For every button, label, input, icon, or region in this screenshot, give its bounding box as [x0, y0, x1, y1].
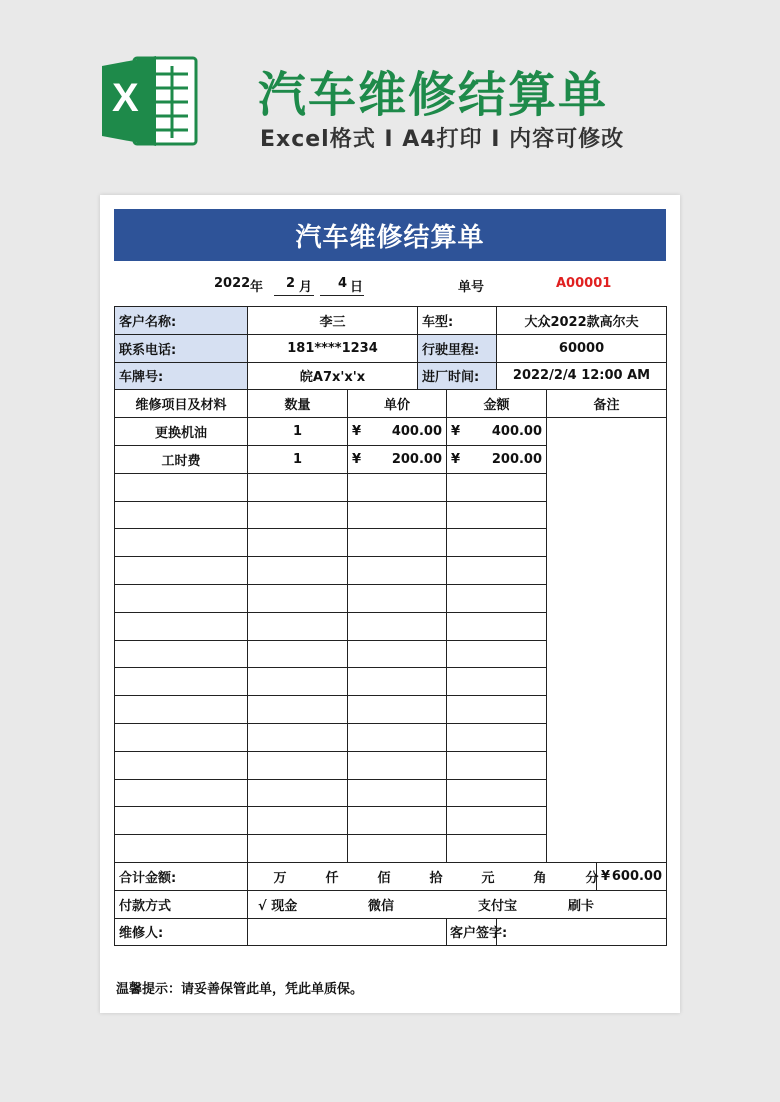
car-model-label: 车型: [418, 307, 497, 335]
remark-cell[interactable] [547, 418, 667, 863]
payment-option-cash[interactable]: √ 现金 [258, 898, 298, 914]
header-amount: 金额 [447, 390, 547, 418]
item-name[interactable]: 更换机油 [115, 418, 248, 446]
date-month: 2 [286, 276, 296, 291]
entry-time-label: 进厂时间: [418, 362, 497, 390]
total-units [248, 862, 597, 890]
total-row [115, 862, 667, 890]
header-item: 维修项目及材料 [115, 390, 248, 418]
excel-logo-letter: X [112, 76, 139, 120]
unit-shi: 拾 [429, 870, 443, 886]
document-title: 汽车维修结算单 [114, 209, 666, 261]
unit-jiao: 角 [533, 870, 547, 886]
date-year-unit: 年 [250, 280, 264, 295]
plate-label: 车牌号: [115, 362, 248, 390]
currency-symbol: ¥ [352, 424, 362, 440]
date-day: 4 [338, 276, 348, 291]
payment-option-wechat[interactable]: 微信 [368, 898, 395, 914]
currency-symbol: ¥ [451, 451, 461, 467]
entry-time-value[interactable]: 2022/2/4 12:00 AM [497, 362, 667, 390]
banner-subtitle: Excel格式 I A4打印 I 内容可修改 [260, 127, 625, 152]
header-qty: 数量 [248, 390, 348, 418]
date-row [114, 270, 666, 298]
item-amount[interactable]: ¥ 200.00 [447, 445, 547, 473]
header-price: 单价 [348, 390, 447, 418]
mileage-label: 行驶里程: [418, 334, 497, 362]
customer-row-3 [115, 362, 667, 390]
customer-row-2 [115, 334, 667, 362]
car-model-value[interactable]: 大众2022款高尔夫 [497, 307, 667, 335]
payment-option-alipay[interactable]: 支付宝 [478, 898, 518, 914]
customer-sign-value[interactable] [497, 918, 667, 946]
payment-option-card[interactable]: 刷卡 [568, 898, 595, 914]
unit-yuan: 元 [481, 870, 495, 886]
customer-name-label: 客户名称: [115, 307, 248, 335]
unit-bai: 佰 [377, 870, 391, 886]
item-qty[interactable]: 1 [248, 445, 348, 473]
order-label: 单号 [458, 280, 485, 295]
total-amount[interactable]: ¥ 600.00 [597, 862, 667, 890]
plate-value[interactable]: 皖A7x'x'x [248, 362, 418, 390]
unit-wan: 万 [273, 870, 287, 886]
customer-name-value[interactable]: 李三 [248, 307, 418, 335]
customer-sign-label: 客户签字: [447, 918, 497, 946]
unit-qian: 仟 [325, 870, 339, 886]
settlement-table [114, 306, 667, 946]
currency-symbol: ¥ [451, 424, 461, 440]
mileage-value[interactable]: 60000 [497, 334, 667, 362]
item-amount[interactable]: ¥ 400.00 [447, 418, 547, 446]
unit-fen: 分 [585, 870, 599, 886]
total-label: 合计金额: [115, 862, 248, 890]
item-price[interactable]: ¥ 200.00 [348, 445, 447, 473]
header-remark: 备注 [547, 390, 667, 418]
item-row [115, 418, 667, 446]
item-price[interactable]: ¥ 400.00 [348, 418, 447, 446]
warm-tip: 温馨提示：请妥善保管此单，凭此单质保。 [116, 982, 364, 997]
repairer-label: 维修人: [115, 918, 248, 946]
payment-row [115, 890, 667, 918]
customer-row-1 [115, 307, 667, 335]
currency-symbol: ¥ [352, 451, 362, 467]
phone-label: 联系电话: [115, 334, 248, 362]
banner-title: 汽车维修结算单 [258, 67, 609, 123]
repairer-value[interactable] [248, 918, 447, 946]
item-qty[interactable]: 1 [248, 418, 348, 446]
excel-logo-icon [100, 52, 198, 150]
date-year: 2022 [214, 276, 251, 291]
date-day-unit: 日 [350, 280, 364, 295]
items-header-row [115, 390, 667, 418]
item-name[interactable]: 工时费 [115, 445, 248, 473]
payment-label: 付款方式 [115, 890, 248, 918]
date-month-unit: 月 [299, 280, 313, 295]
signature-row [115, 918, 667, 946]
currency-symbol: ¥ [601, 868, 611, 884]
payment-options [248, 890, 667, 918]
order-number[interactable]: A00001 [556, 276, 612, 291]
phone-value[interactable]: 181****1234 [248, 334, 418, 362]
